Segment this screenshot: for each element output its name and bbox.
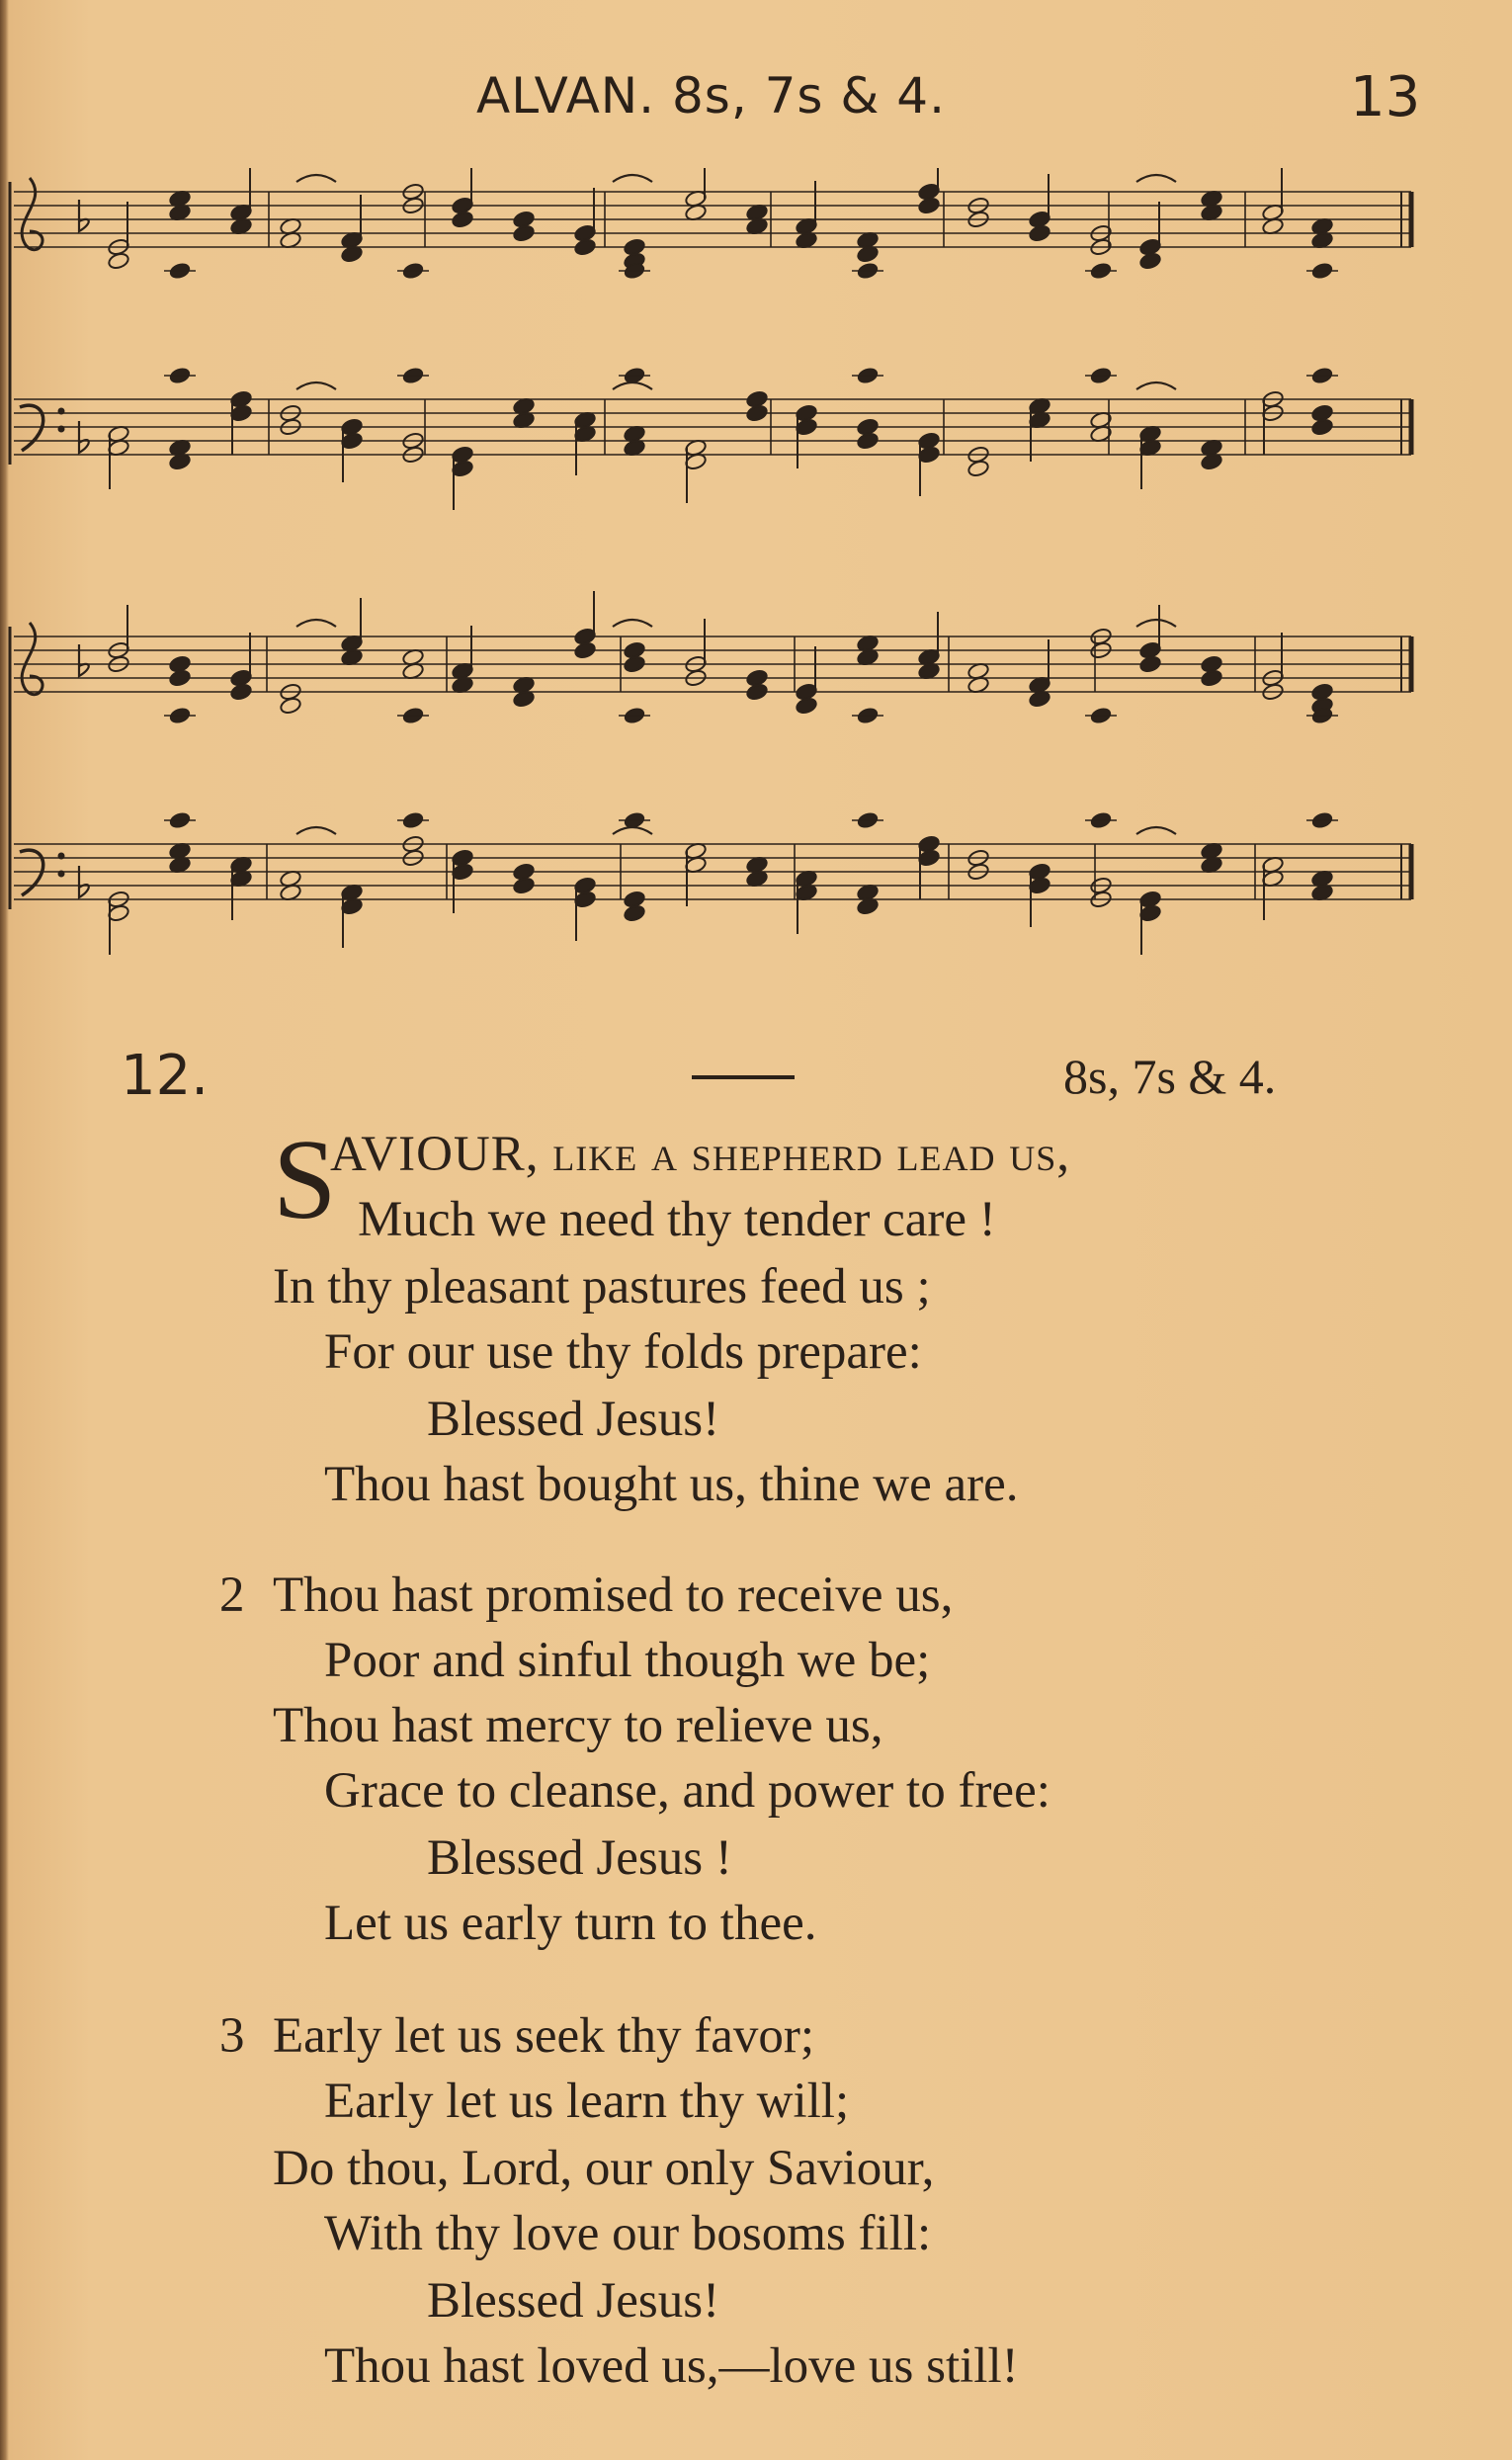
verse-line: Early let us seek thy favor; bbox=[273, 2008, 815, 2064]
note-head bbox=[451, 210, 473, 228]
slur bbox=[296, 382, 336, 389]
slur bbox=[613, 620, 652, 627]
verse-line: Grace to cleanse, and power to free: bbox=[324, 1763, 1050, 1819]
note-head bbox=[229, 682, 252, 701]
verse-line: Let us early turn to thee. bbox=[324, 1896, 817, 1951]
heading-rule bbox=[692, 1075, 795, 1079]
note-head bbox=[279, 696, 301, 715]
verse-line: Early let us learn thy will; bbox=[324, 2074, 850, 2129]
note-head bbox=[1138, 251, 1161, 270]
note-head bbox=[107, 251, 129, 270]
slur bbox=[1136, 382, 1176, 389]
flat-sign bbox=[79, 644, 89, 676]
page-header bbox=[0, 59, 1512, 138]
verse-refrain: Blessed Jesus! bbox=[427, 2273, 720, 2329]
slur bbox=[296, 827, 336, 834]
hymn-heading bbox=[0, 1044, 1512, 1113]
note-head bbox=[1310, 417, 1333, 436]
tune-title: ALVAN. 8s, 7s & 4. bbox=[476, 67, 946, 125]
hymn-number: 12. bbox=[121, 1044, 210, 1108]
page-number: 13 bbox=[1350, 65, 1421, 129]
treble-clef bbox=[22, 178, 42, 250]
verse-line: With thy love our bosoms fill: bbox=[324, 2206, 932, 2261]
note-head bbox=[573, 237, 596, 256]
slur bbox=[296, 620, 336, 627]
slur bbox=[1136, 620, 1176, 627]
slur bbox=[296, 175, 336, 182]
note-head bbox=[623, 903, 645, 922]
verse-line: In thy pleasant pastures feed us ; bbox=[273, 1259, 931, 1315]
verse-line: Thou hast bought us, thine we are. bbox=[324, 1457, 1019, 1512]
verse-number: 3 bbox=[219, 2008, 245, 2064]
note-head bbox=[1138, 654, 1161, 673]
note-head bbox=[795, 696, 817, 715]
note-head bbox=[573, 640, 596, 659]
verse-line: Much we need thy tender care ! bbox=[358, 1192, 996, 1247]
verse-refrain: Blessed Jesus ! bbox=[427, 1830, 732, 1886]
note-head bbox=[745, 403, 768, 422]
bass-clef-dot bbox=[58, 426, 64, 432]
verse-line: Do thou, Lord, our only Saviour, bbox=[273, 2141, 935, 2196]
bass-clef bbox=[20, 405, 43, 451]
verse-line: Thou hast promised to receive us, bbox=[273, 1568, 954, 1623]
note-head bbox=[512, 876, 535, 894]
treble-clef bbox=[22, 623, 42, 695]
dropcap-letter: S bbox=[273, 1117, 337, 1243]
note-head bbox=[623, 654, 645, 673]
verse-line: For our use thy folds prepare: bbox=[324, 1324, 922, 1380]
verse-1-first-line: AVIOUR, like a shepherd lead us, bbox=[330, 1127, 1070, 1182]
verse-line: Thou hast loved us,—love us still! bbox=[324, 2338, 1019, 2394]
slur bbox=[1136, 175, 1176, 182]
bass-clef-dot bbox=[58, 871, 64, 877]
note-head bbox=[966, 459, 989, 477]
note-head bbox=[917, 196, 940, 214]
verse-number: 2 bbox=[219, 1568, 245, 1623]
verse-line: Thou hast mercy to relieve us, bbox=[273, 1698, 883, 1753]
flat-sign bbox=[79, 866, 89, 897]
flat-sign bbox=[79, 421, 89, 453]
slur bbox=[613, 175, 652, 182]
verse-refrain: Blessed Jesus! bbox=[427, 1392, 720, 1447]
hymn-meter: 8s, 7s & 4. bbox=[1063, 1049, 1277, 1104]
slur bbox=[1136, 827, 1176, 834]
bass-clef-dot bbox=[58, 408, 64, 414]
bass-clef-dot bbox=[58, 853, 64, 859]
slur bbox=[613, 827, 652, 834]
bass-clef bbox=[20, 850, 43, 895]
slur bbox=[613, 382, 652, 389]
music-score bbox=[0, 168, 1512, 1008]
note-head bbox=[1028, 223, 1050, 242]
note-head bbox=[168, 668, 191, 687]
note-head bbox=[856, 431, 879, 450]
note-head bbox=[512, 223, 535, 242]
note-head bbox=[745, 682, 768, 701]
flat-sign bbox=[79, 200, 89, 231]
note-head bbox=[1200, 668, 1222, 687]
verse-line: Poor and sinful though we be; bbox=[324, 1633, 931, 1688]
